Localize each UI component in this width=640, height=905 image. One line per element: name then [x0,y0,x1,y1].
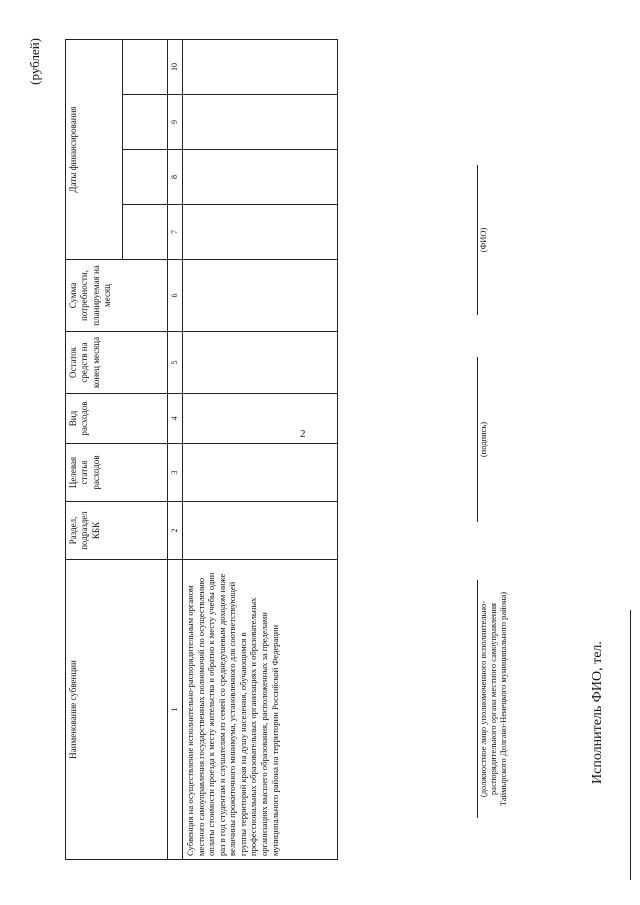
subvention-name: Субвенция на осуществление исполнительно-распорядительным органом местного самоуправления государственных полномочий по осуществлению оплаты стоимости проезда к месту жительства и обратно к месту учебы один раз в год студентам и слушателям из семей со среднедушевым доходом ниже величины прожиточного минимума, установленного для соответствующей группы территорий края на душу населения, обучающимся в профессиональных образовательных организациях и образовательных организациях высшего образования, расположенных за пределами муниципального района на территории Российской Федерации [183,560,338,860]
date-cell [123,95,168,150]
col-number: 10 [168,40,183,95]
header-target: Целевая статья расходов [66,444,168,502]
col-number: 6 [168,260,183,332]
table-row [183,40,338,860]
empty-cell [183,205,338,260]
position-caption: (должностное лицо уполномоченного исполнительно-распорядительного органа местного самоуправления Таймырского Долгано-Ненецкого муниципального района) [478,591,508,807]
col-number: 4 [168,394,183,444]
rotated-sheet [25,20,615,880]
empty-cell [183,394,338,444]
fio-caption: (ФИО) [478,227,488,253]
date-cell [123,150,168,205]
col-number: 1 [168,560,183,860]
header-dates: Даты финансирования [66,40,123,260]
empty-cell [183,150,338,205]
col-number: 5 [168,332,183,394]
empty-cell [183,332,338,394]
empty-cell [183,444,338,502]
header-balance: Остаток средств на конец месяца [66,332,168,394]
date-cell [123,40,168,95]
signature-block [477,357,488,522]
col-number: 9 [168,95,183,150]
empty-cell [183,40,338,95]
col-number: 3 [168,444,183,502]
col-number: 2 [168,502,183,560]
fio-block [477,165,488,315]
signature-caption: (подпись) [478,421,488,458]
header-kbk: Раздел, подраздел КБК [66,502,168,560]
header-row [66,40,123,860]
col-number: 7 [168,205,183,260]
header-name: Наименование субвенции [66,560,168,860]
header-exp-type: Вид расходов [66,394,168,444]
executor-line: Исполнитель ФИО, тел. [590,641,605,784]
unit-label: (рублей) [27,38,42,85]
empty-cell [183,502,338,560]
page-number: 2 [300,428,306,440]
subvention-table [65,39,338,860]
column-number-row [168,40,183,860]
position-signature-block [477,580,508,818]
header-need: Сумма потребности, планируемая на месяц [66,260,168,332]
empty-cell [183,260,338,332]
empty-cell [183,95,338,150]
bottom-rule [630,610,631,880]
date-cell [123,205,168,260]
col-number: 8 [168,150,183,205]
